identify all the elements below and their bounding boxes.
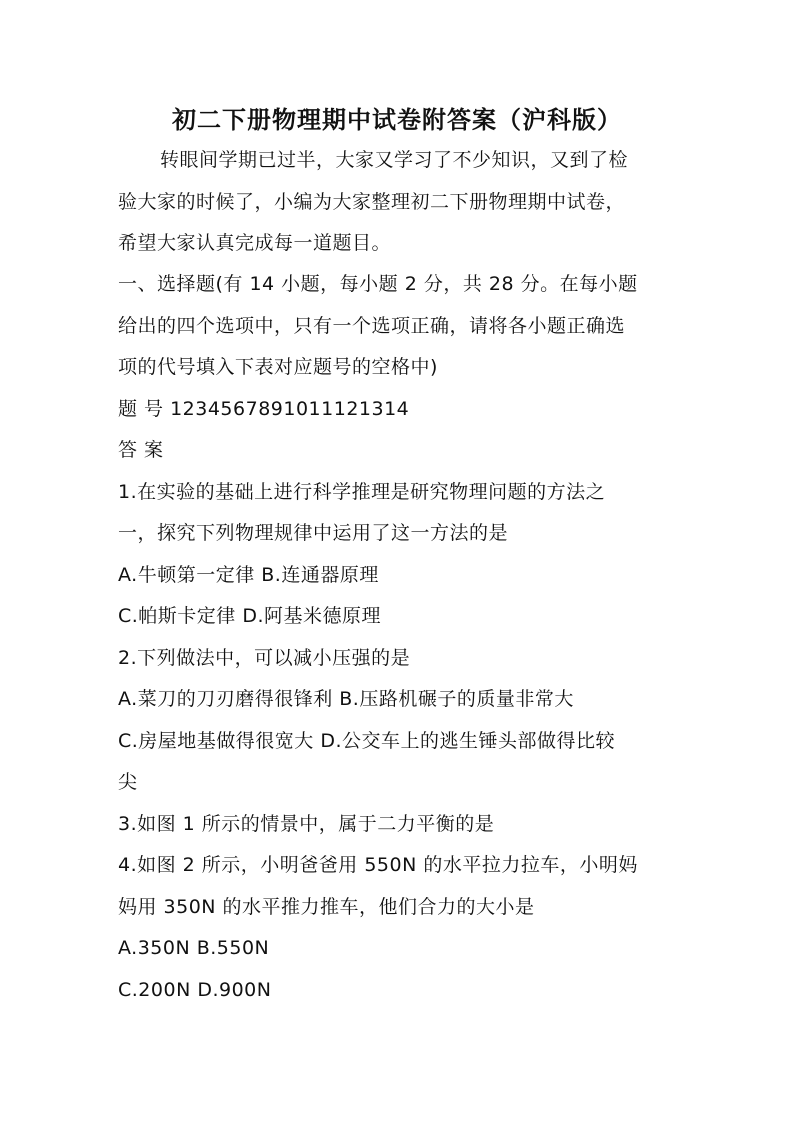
question-line: 3.如图 1 所示的情景中，属于二力平衡的是	[118, 813, 495, 835]
intro-line: 验大家的时候了，小编为大家整理初二下册物理期中试卷，	[118, 191, 626, 213]
answer-table-number-row: 题 号 1234567891011121314	[118, 398, 410, 420]
question-line: 1.在实验的基础上进行科学推理是研究物理问题的方法之	[118, 481, 606, 503]
option-line: A.350N B.550N	[118, 937, 270, 959]
document-title: 初二下册物理期中试卷附答案（沪科版）	[172, 105, 622, 134]
option-line: C.房屋地基做得很宽大 D.公交车上的逃生锤头部做得比较	[118, 730, 616, 752]
question-line: 一，探究下列物理规律中运用了这一方法的是	[118, 522, 509, 544]
option-line: A.菜刀的刀刃磨得很锋利 B.压路机碾子的质量非常大	[118, 688, 574, 710]
intro-line: 希望大家认真完成每一道题目。	[118, 232, 392, 254]
option-line: A.牛顿第一定律 B.连通器原理	[118, 564, 379, 586]
question-line: 2.下列做法中，可以减小压强的是	[118, 647, 411, 669]
intro-line: 转眼间学期已过半，大家又学习了不少知识，又到了检	[160, 149, 629, 171]
section-heading-line: 一、选择题(有 14 小题，每小题 2 分，共 28 分。在每小题	[118, 273, 638, 295]
answer-table-answer-row: 答 案	[118, 439, 164, 461]
option-line: 尖	[118, 771, 138, 793]
question-line: 4.如图 2 所示，小明爸爸用 550N 的水平拉力拉车，小明妈	[118, 854, 638, 876]
section-heading-line: 项的代号填入下表对应题号的空格中)	[118, 356, 438, 378]
section-heading-line: 给出的四个选项中，只有一个选项正确，请将各小题正确选	[118, 315, 626, 337]
question-line: 妈用 350N 的水平推力推车，他们合力的大小是	[118, 896, 535, 918]
option-line: C.200N D.900N	[118, 979, 272, 1001]
option-line: C.帕斯卡定律 D.阿基米德原理	[118, 605, 382, 627]
